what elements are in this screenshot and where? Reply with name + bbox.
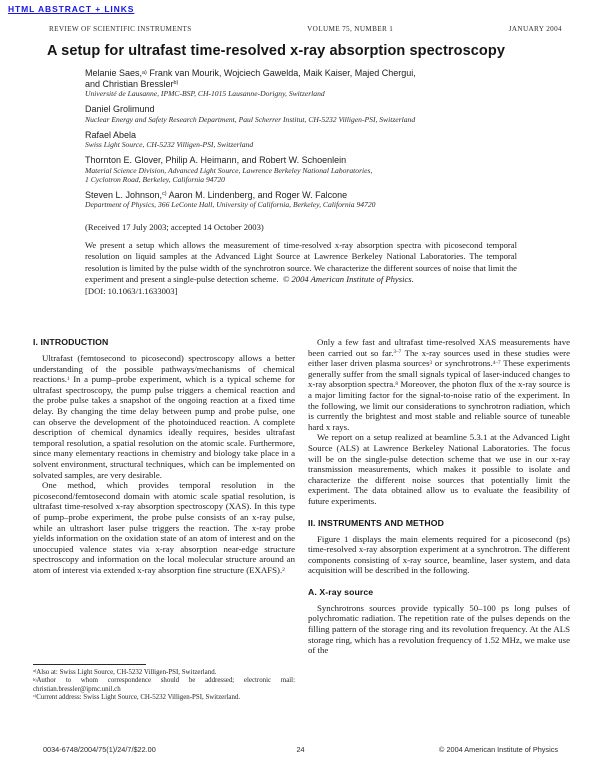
body-paragraph: Ultrafast (femtosecond to picosecond) spectroscopy allows a better understanding of the possible pathways/mechanisms of chemical reactions.$^1$ In a pump–probe experiment, which is a typical scheme for ultrafast spectroscopy, the pump pulse triggers a chemical reaction and the probe pulse takes a snapshot of the ongoing reaction at a fixed time delay. By changing the time delay between pump and probe pulse, one can observe the development of the photoinduced reaction. A complete description of chemical dynamics ideally requires, besides ultrafast temporal resolution, a spatial resolution on the atomic scale. Furthermore, since many elementary reactions in chemistry and biology take place in a solvent environment, structural techniques, which can be implemented on solvated samples, are very desirable.	[33, 353, 295, 480]
affiliation: Nuclear Energy and Safety Research Department, Paul Scherrer Institut, CH-5232 Villigen-PSI, Switzerland	[85, 114, 416, 124]
affiliation: Université de Lausanne, IPMC-BSP, CH-1015 Lausanne-Dorigny, Switzerland	[85, 89, 325, 98]
author-names: Daniel Grolimund	[85, 104, 155, 114]
left-column	[33, 337, 295, 656]
author-group	[85, 130, 545, 150]
body-paragraph: We report on a setup realized at beamline 5.3.1 at the Advanced Light Source (ALS) at Lawrence Berkeley National Laboratories. The focus will be on the single-pulse detection scheme that we use in our x-ray transmission measurements, which makes it possible to isolate and characterize the different noise sources that potentially limit the experiment. The data obtained allow us to evaluate the feasibility of future experiments.	[308, 432, 570, 506]
received-accepted-line: (Received 17 July 2003; accepted 14 October 2003)	[85, 222, 264, 232]
footnote-c: $^{c)}$Current address: Swiss Light Source, CH-5232 Villigen-PSI, Switzerland.	[33, 693, 241, 702]
author-group	[85, 155, 545, 184]
body-paragraph: Only a few fast and ultrafast time-resolved XAS measurements have been carried out so far.$^{3-7}$ The x-ray sources used in these studies were either laser driven plasma sources$^3$ or synchrotrons.$^{4-7}$ These experiments generally suffer from the small signals typical of laser-induced changes to x-ray absorption spectra.$^8$ Moreover, the photon flux of the x-ray source is a major limiting factor for the signal-to-noise ratio of the experiment. In the following, we limit our considerations to synchrotron radiation, which is currently the brightest and most stable and reliable source of tuneable hard x rays.	[308, 337, 571, 432]
body-paragraph: Synchrotrons sources provide typically 50–100 ps long pulses of polychromatic radiation. The repetition rate of the pulses depends on the filling pattern of the storage ring and its revolution frequency. At the ALS storage ring, which has a revolution frequency of 1.52 MHz, we make use of the	[308, 602, 570, 656]
authors-block	[85, 68, 545, 215]
footnotes-block	[33, 664, 295, 703]
body-paragraph: One method, which provides temporal resolution in the picosecond/femtosecond domain with atomic scale spatial resolution, is ultrafast time-resolved x-ray absorption spectroscopy (XAS). In this type of pump–probe experiment, the probe pulse consists of an x-ray pulse, while an ultrashort laser pulse triggers the reaction. The x-ray probe yields information on the oxidation state of an atom of interest and on the unoccupied valence states via x-ray absorption near-edge structure spectroscopy and information on the local molecular structure around an atom of interest via extended x-ray absorption fine structure (EXAFS).$^2$	[33, 480, 295, 575]
footnote-b: $^{b)}$Author to whom correspondence should be addressed; electronic mail: christian.bressler@ipmc.unil.ch	[33, 676, 295, 693]
copyright-notice: © 2004 American Institute of Physics	[439, 745, 558, 754]
html-abstract-links-link[interactable]: HTML ABSTRACT + LINKS	[8, 4, 135, 14]
journal-issue-date: JANUARY 2004	[508, 25, 562, 33]
abstract-text: We present a setup which allows the measurement of time-resolved x-ray absorption spectra with picosecond temporal resolution on liquid samples at the Advanced Light Source at Lawrence Berkeley National Laboratories. The temporal resolution is limited by the pulse width of the synchrotron source. We characterize the different sources of noise that limit the experiment and present a single-pulse detection scheme. © 2004 American Institute of Physics.	[85, 240, 517, 285]
author-names: Steven L. Johnson,$^{c)}$ Aaron M. Lindenberg, and Roger W. Falcone	[85, 189, 348, 200]
affiliation: Material Science Division, Advanced Light Source, Lawrence Berkeley National Laboratories,	[85, 165, 373, 175]
right-column	[308, 337, 570, 656]
author-names: and Christian Bressler$^{b)}$	[85, 78, 179, 89]
affiliation: Department of Physics, 366 LeConte Hall, University of California, Berkeley, California 94720	[85, 200, 376, 209]
doi-line: [DOI: 10.1063/1.1633003]	[85, 285, 178, 296]
page-footer	[43, 745, 558, 754]
footnote-rule	[33, 664, 146, 665]
page-number: 24	[296, 745, 305, 754]
article-body	[33, 337, 570, 656]
author-names: Rafael Abela	[85, 129, 137, 140]
journal-header	[49, 25, 562, 33]
author-group	[85, 68, 545, 98]
subsection-heading-xray-source: A. X-ray source	[308, 586, 374, 597]
author-group	[85, 190, 545, 210]
section-heading-instruments-and-method: II. INSTRUMENTS AND METHOD	[308, 517, 444, 528]
journal-volume-number: VOLUME 75, NUMBER 1	[307, 25, 394, 33]
affiliation: 1 Cyclotron Road, Berkeley, California 94720	[85, 174, 225, 184]
article-title: A setup for ultrafast time-resolved x-ray absorption spectroscopy	[47, 43, 505, 59]
footnote-a: $^{a)}$Also at: Swiss Light Source, CH-5232 Villigen-PSI, Switzerland.	[33, 668, 217, 676]
affiliation: Swiss Light Source, CH-5232 Villigen-PSI, Switzerland	[85, 140, 254, 149]
author-group	[85, 104, 545, 124]
journal-name: REVIEW OF SCIENTIFIC INSTRUMENTS	[49, 25, 192, 33]
section-heading-introduction: I. INTRODUCTION	[33, 337, 109, 347]
author-names: Thornton E. Glover, Philip A. Heimann, and Robert W. Schoenlein	[85, 155, 347, 165]
issn-price-code: 0034-6748/2004/75(1)/24/7/$22.00	[43, 745, 156, 754]
body-paragraph: Figure 1 displays the main elements required for a picosecond (ps) time-resolved x-ray absorption experiment at a synchrotron. The different components consisting of x-ray source, beamline, laser system, and data acquisition will be described in the following.	[308, 533, 570, 576]
abstract-block	[85, 240, 517, 297]
author-names: Melanie Saes,$^{a)}$ Frank van Mourik, Wojciech Gawelda, Maik Kaiser, Majed Chergui,	[85, 68, 416, 78]
